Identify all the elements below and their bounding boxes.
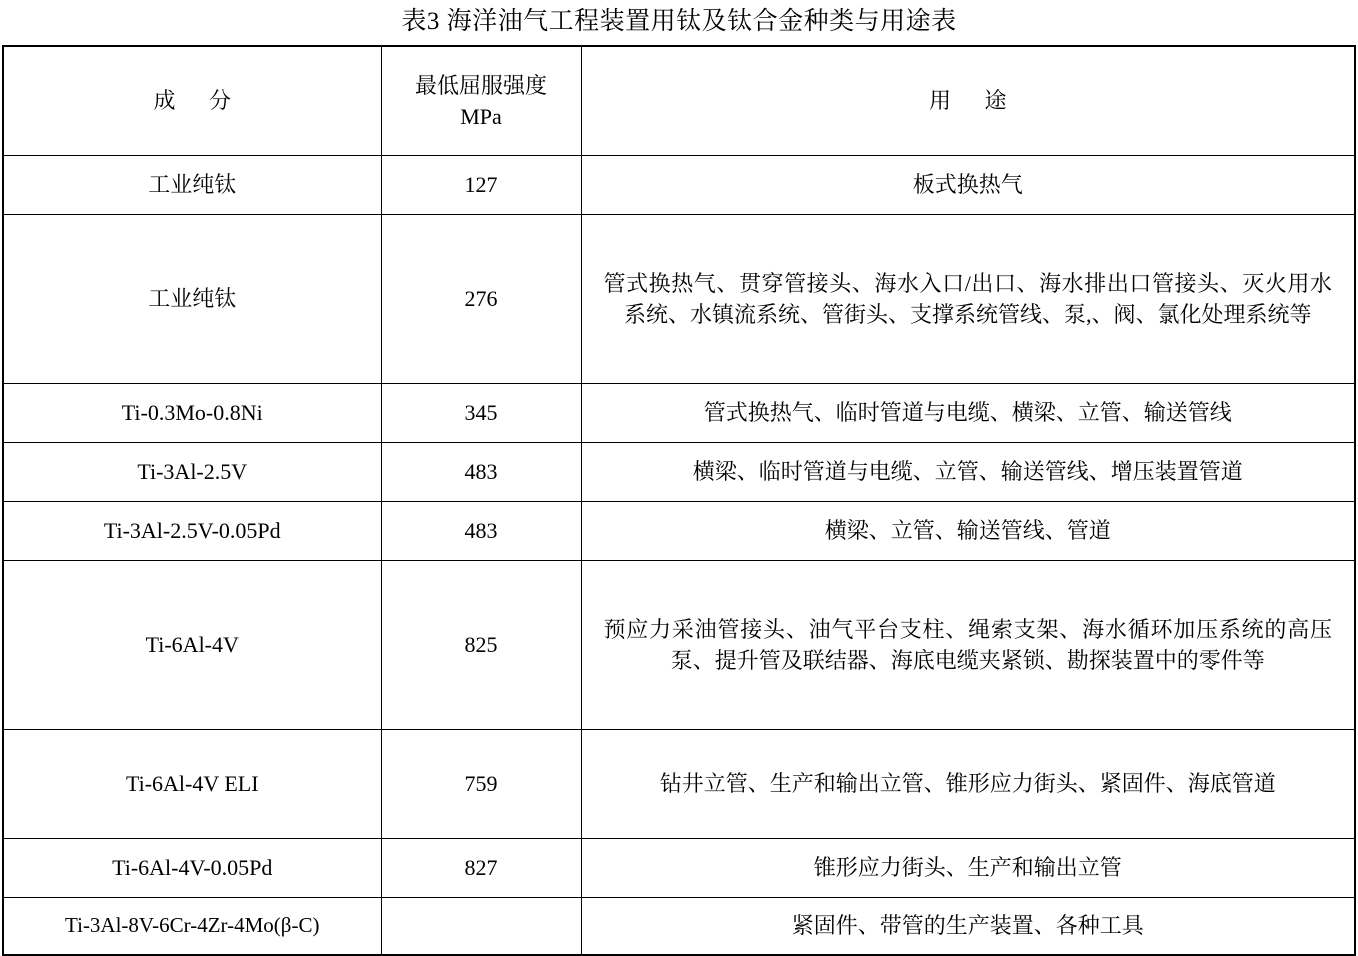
column-header-yield-strength-unit: MPa [460,104,502,129]
table-row [3,443,1355,502]
table-header [3,46,1355,156]
cell-use: 横梁、临时管道与电缆、立管、输送管线、增压装置管道 [581,443,1355,502]
cell-strength: 483 [381,443,581,502]
cell-use: 锥形应力街头、生产和输出立管 [581,839,1355,898]
table-caption: 表3 海洋油气工程装置用钛及钛合金种类与用途表 [401,8,957,35]
table-row [3,561,1355,730]
table-row [3,215,1355,384]
cell-composition: Ti-3Al-2.5V-0.05Pd [3,502,381,561]
cell-strength: 345 [381,384,581,443]
cell-composition: 工业纯钛 [3,215,381,384]
cell-strength: 276 [381,215,581,384]
table-row [3,156,1355,215]
column-header-composition [3,46,381,156]
column-header-yield-strength-line1: 最低屈服强度 [414,72,547,98]
cell-use: 管式换热气、贯穿管接头、海水入口/出口、海水排出口管接头、灭火用水系统、水镇流系统、管街头、支撑系统管线、泵,、阀、氯化处理系统等 [581,215,1355,384]
column-header-use-label: 用 途 [928,88,1021,114]
cell-composition: Ti-3Al-2.5V [3,443,381,502]
cell-composition: 工业纯钛 [3,156,381,215]
cell-composition: Ti-0.3Mo-0.8Ni [3,384,381,443]
table-row [3,384,1355,443]
cell-use: 横梁、立管、输送管线、管道 [581,502,1355,561]
column-header-composition-label: 成 分 [153,88,245,114]
table-body [3,156,1355,956]
cell-use: 紧固件、带管的生产装置、各种工具 [581,898,1355,956]
table-row [3,730,1355,839]
cell-strength: 825 [381,561,581,730]
cell-strength: 483 [381,502,581,561]
cell-strength [381,898,581,956]
table-header-row [3,46,1355,156]
table-row [3,839,1355,898]
column-header-yield-strength [381,46,581,156]
cell-strength: 759 [381,730,581,839]
cell-strength: 127 [381,156,581,215]
cell-composition: Ti-3Al-8V-6Cr-4Zr-4Mo(β-C) [3,898,381,956]
cell-composition: Ti-6Al-4V [3,561,381,730]
table-row [3,898,1355,956]
titanium-alloy-table [2,45,1356,956]
cell-use: 管式换热气、临时管道与电缆、横梁、立管、输送管线 [581,384,1355,443]
cell-use: 板式换热气 [581,156,1355,215]
cell-strength: 827 [381,839,581,898]
cell-composition: Ti-6Al-4V-0.05Pd [3,839,381,898]
cell-composition: Ti-6Al-4V ELI [3,730,381,839]
cell-use: 钻井立管、生产和输出立管、锥形应力街头、紧固件、海底管道 [581,730,1355,839]
cell-use: 预应力采油管接头、油气平台支柱、绳索支架、海水循环加压系统的高压泵、提升管及联结器、海底电缆夹紧锁、勘探装置中的零件等 [581,561,1355,730]
table-row [3,502,1355,561]
column-header-use [581,46,1355,156]
